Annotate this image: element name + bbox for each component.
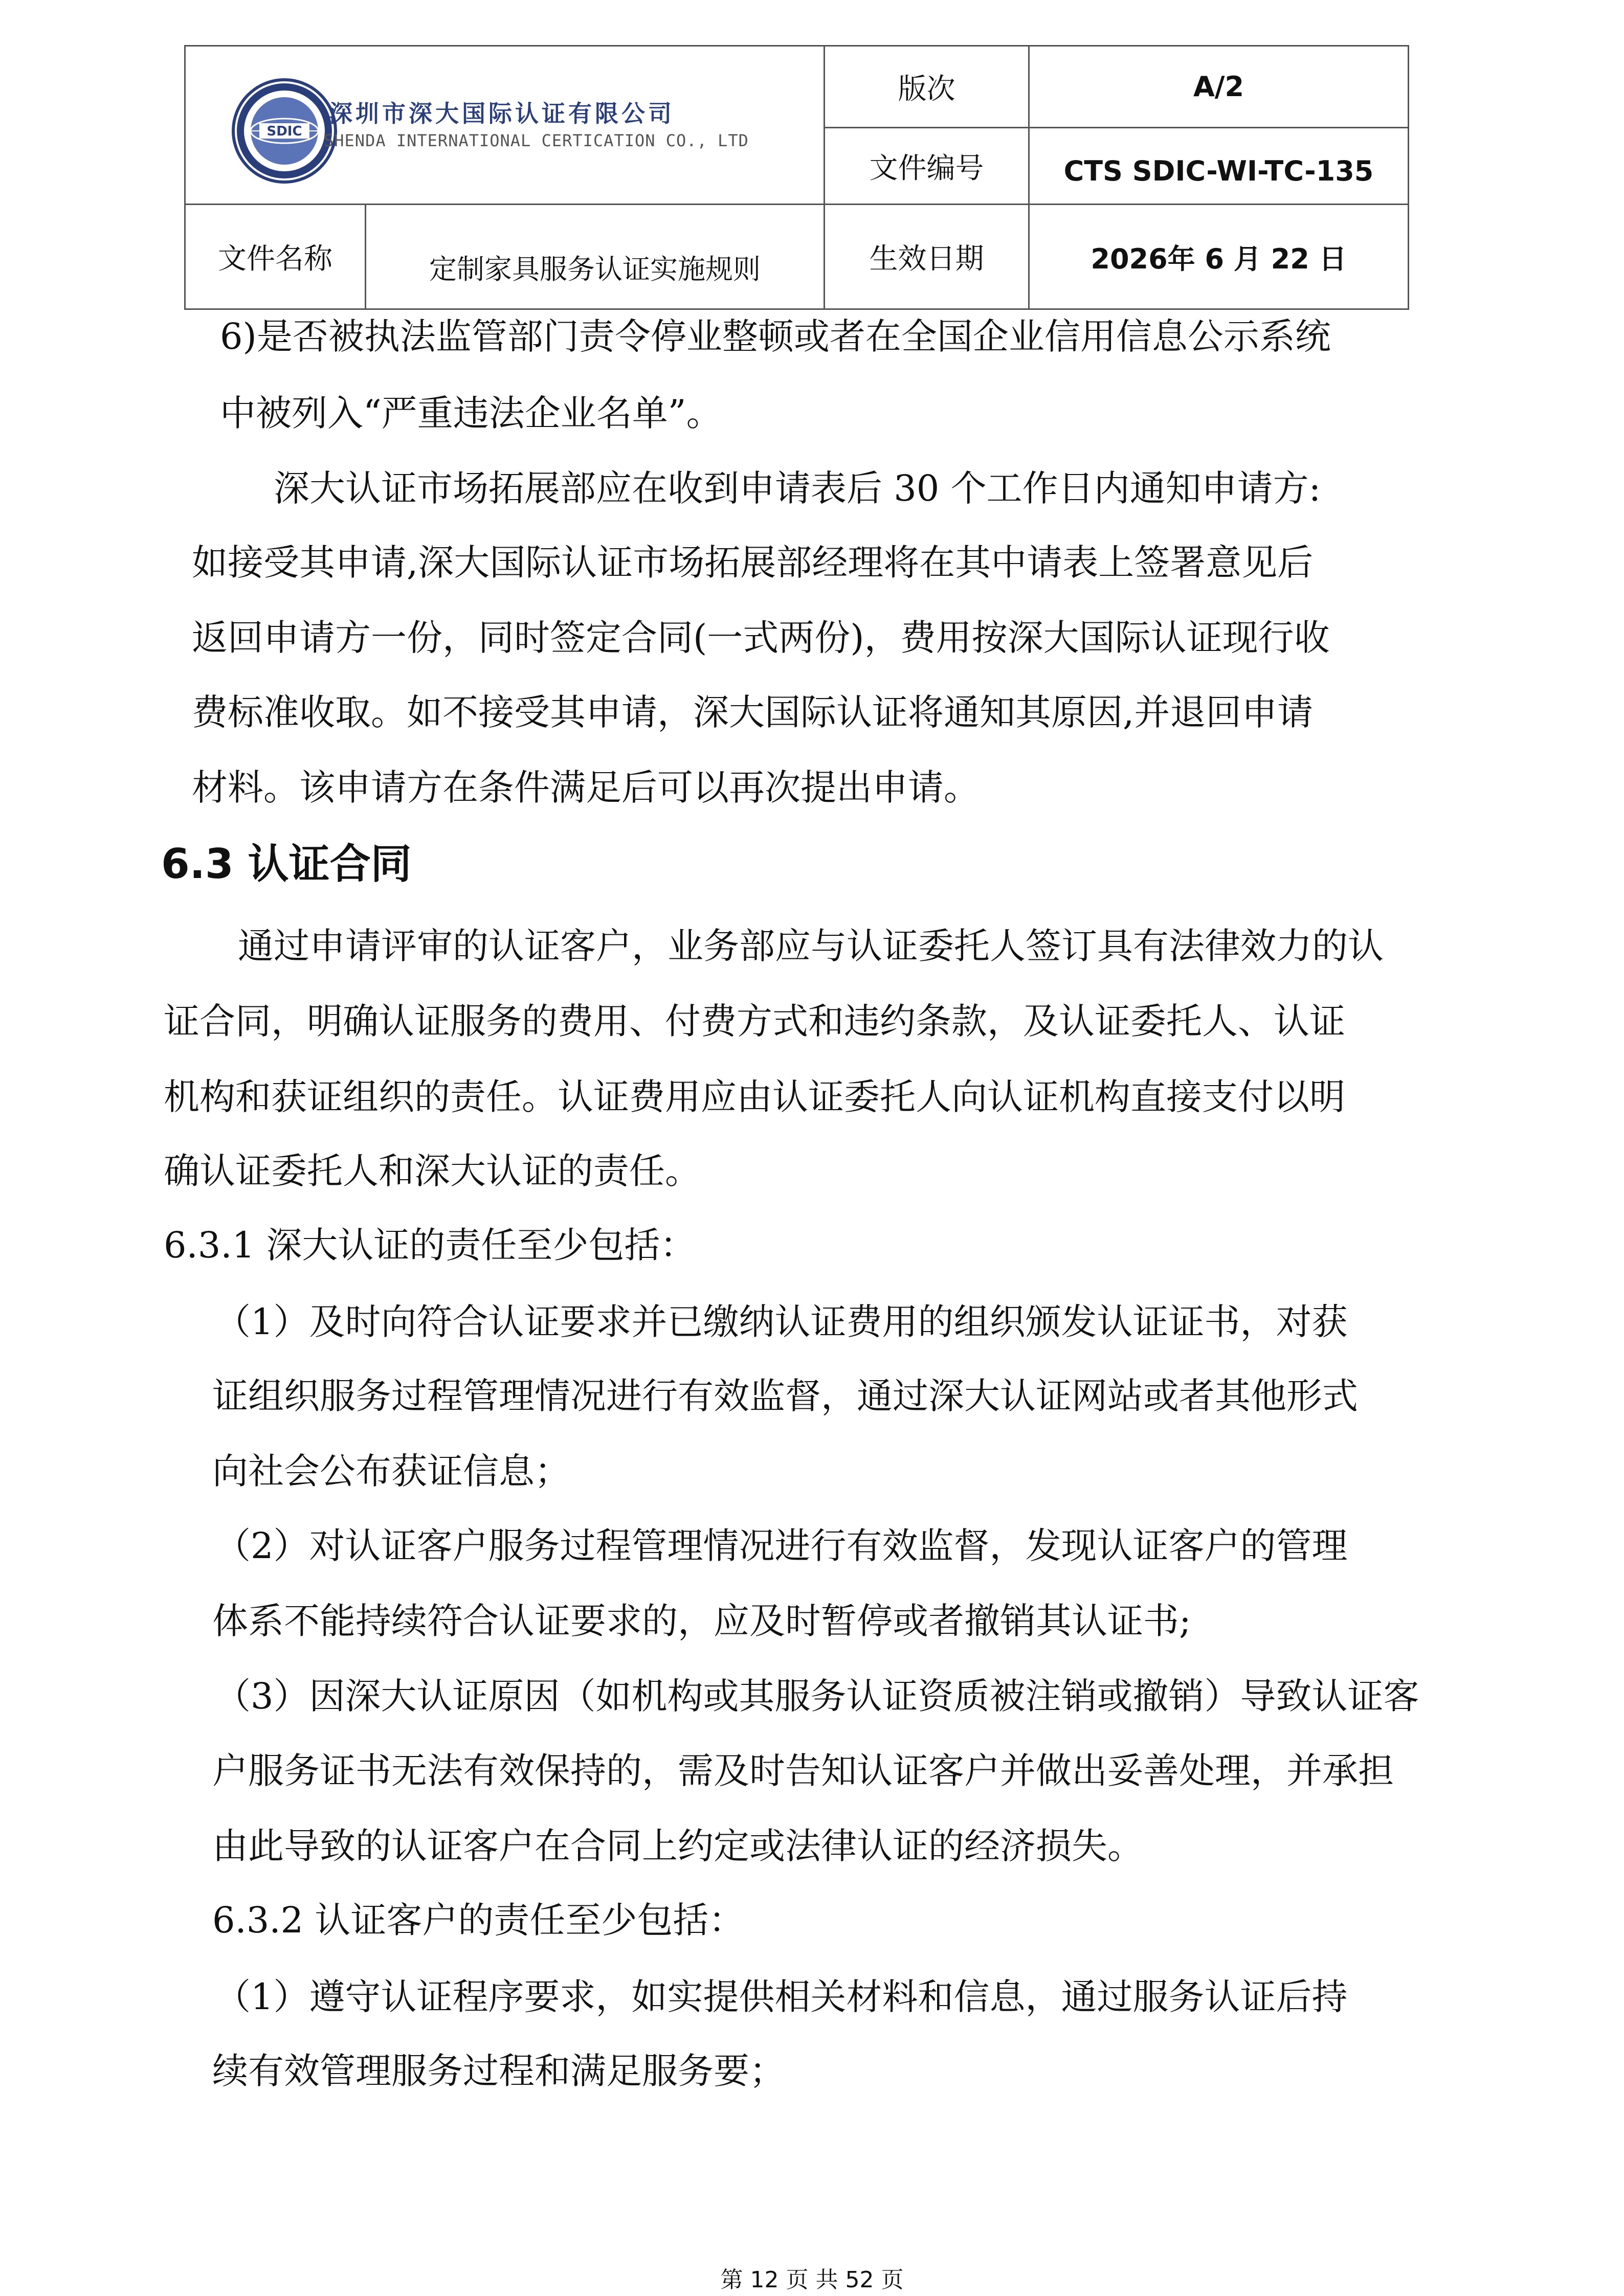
version-label: 版次 xyxy=(825,46,1029,128)
paragraph-line: 确认证委托人和深大认证的责任。 xyxy=(164,1150,701,1192)
paragraph-line: 通过申请评审的认证客户，业务部应与认证委托人签订具有法律效力的认 xyxy=(238,925,1384,967)
list-item: 由此导致的认证客户在合同上约定或法律认证的经济损失。 xyxy=(212,1825,1143,1867)
section-heading: 6.3 认证合同 xyxy=(161,840,412,888)
list-item: 体系不能持续符合认证要求的，应及时暂停或者撤销其认证书; xyxy=(212,1600,1191,1642)
paragraph-line: 材料。该申请方在条件满足后可以再次提出申请。 xyxy=(192,767,980,808)
company-name-cn: 深圳市深大国际认证有限公司 xyxy=(329,100,675,127)
paragraph-line: 中被列入“严重违法企业名单”。 xyxy=(220,392,722,434)
subsection-heading: 6.3.1 深大认证的责任至少包括： xyxy=(164,1224,696,1266)
logo-text: SDIC xyxy=(266,124,302,139)
paragraph-line: 返回申请方一份，同时签定合同(一式两份)，费用按深大国际认证现行收 xyxy=(192,617,1330,659)
paragraph-line: 深大认证市场拓展部应在收到申请表后 30 个工作日内通知申请方: xyxy=(274,467,1321,509)
doc-name-label: 文件名称 xyxy=(186,205,366,308)
company-logo-icon xyxy=(231,77,338,185)
list-item: 户服务证书无法有效保持的，需及时告知认证客户并做出妥善处理，并承担 xyxy=(212,1750,1394,1792)
list-item: （1）及时向符合认证要求并已缴纳认证费用的组织颁发认证证书，对获 xyxy=(215,1301,1348,1343)
paragraph-line: 如接受其申请,深大国际认证市场拓展部经理将在其中请表上签署意见后 xyxy=(192,542,1314,583)
doc-name-row-left xyxy=(185,205,825,309)
paragraph-line: 费标准收取。如不接受其申请，深大国际认证将通知其原因,并退回申请 xyxy=(192,691,1314,733)
list-item: （3）因深大认证原因（如机构或其服务认证资质被注销或撤销）导致认证客 xyxy=(215,1675,1419,1717)
doc-name-value: 定制家具服务认证实施规则 xyxy=(429,253,761,285)
list-item: 续有效管理服务过程和满足服务要； xyxy=(212,2050,785,2092)
company-name-en: SHENDA INTERNATIONAL CERTICATION CO., LTD xyxy=(324,131,749,150)
doc-number-label: 文件编号 xyxy=(825,128,1029,205)
list-item: （1）遵守认证程序要求，如实提供相关材料和信息，通过服务认证后持 xyxy=(215,1976,1348,2018)
effective-date-value: 2026年 6 月 22 日 xyxy=(1029,205,1409,309)
company-logo-cell xyxy=(185,46,825,205)
list-item: 向社会公布获证信息； xyxy=(212,1450,570,1492)
subsection-heading: 6.3.2 认证客户的责任至少包括： xyxy=(212,1899,745,1941)
list-item: （2）对认证客户服务过程管理情况进行有效监督，发现认证客户的管理 xyxy=(215,1525,1348,1567)
effective-date-label: 生效日期 xyxy=(825,205,1029,309)
paragraph-line: 证合同，明确认证服务的费用、付费方式和违约条款，及认证委托人、认证 xyxy=(164,1000,1345,1042)
list-item: 证组织服务过程管理情况进行有效监督，通过深大认证网站或者其他形式 xyxy=(212,1375,1358,1417)
page-number: 第 12 页 共 52 页 xyxy=(720,2267,904,2293)
paragraph-line: 机构和获证组织的责任。认证费用应由认证委托人向认证机构直接支付以明 xyxy=(164,1076,1345,1118)
version-value: A/2 xyxy=(1029,46,1409,128)
paragraph-line: 6)是否被执法监管部门责令停业整顿或者在全国企业信用信息公示系统 xyxy=(220,316,1331,357)
document-header-table xyxy=(184,45,1409,310)
doc-number-value: CTS SDIC-WI-TC-135 xyxy=(1029,128,1409,205)
